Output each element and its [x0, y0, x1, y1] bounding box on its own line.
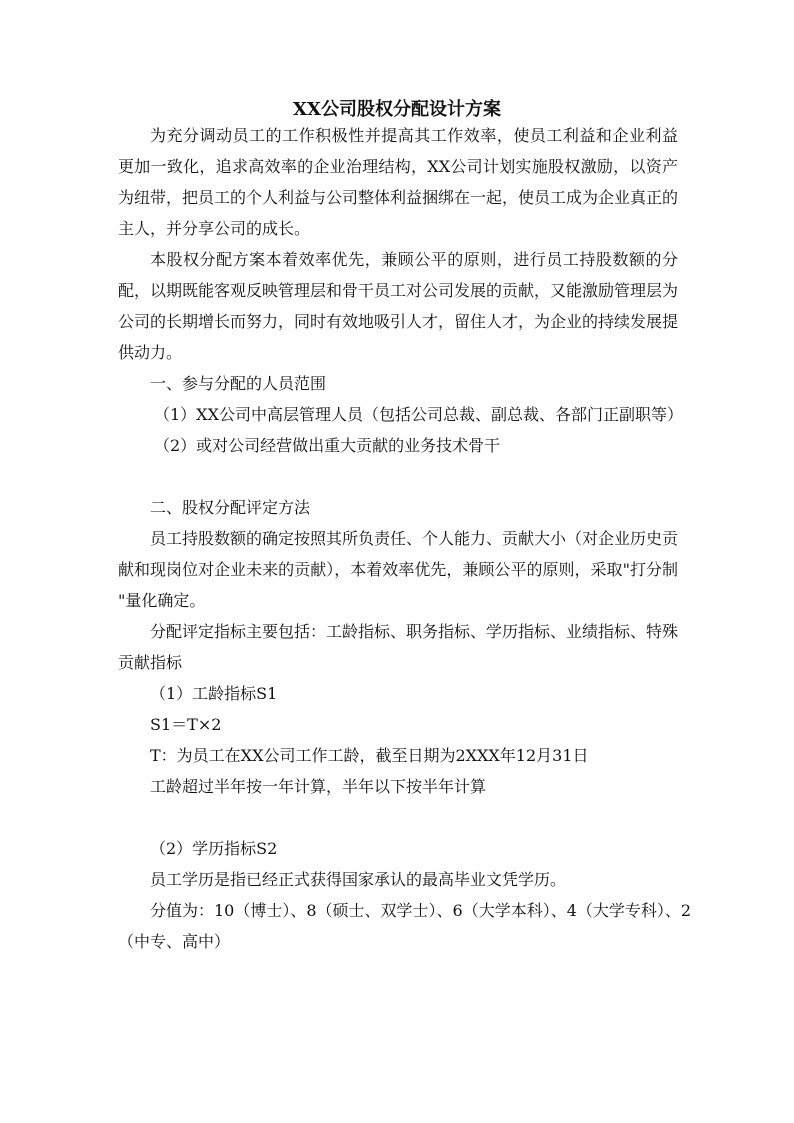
text-line: 供动力。 [118, 343, 183, 362]
document-title: XX公司股权分配设计方案 [293, 99, 501, 120]
text-line: 为充分调动员工的工作积极性并提高其工作效率，使员工利益和企业利益 [150, 126, 678, 145]
list-item: （1）XX公司中高层管理人员（包括公司总裁、副总裁、各部门正副职等） [154, 405, 683, 424]
indicators-paragraph [118, 616, 678, 678]
list-item: （2）或对公司经营做出重大贡献的业务技术骨干 [154, 436, 501, 455]
document-body [118, 120, 692, 957]
blank-line [118, 802, 678, 833]
intro-paragraph [118, 120, 678, 244]
text-line: 配，以期既能客观反映管理层和骨干员工对公司发展的贡献，又能激励管理层为 [118, 281, 679, 300]
text-line: （中专、高中） [118, 932, 231, 951]
s1-rule: 工龄超过半年按一年计算，半年以下按半年计算 [150, 777, 487, 796]
s2-values [118, 895, 692, 957]
section-2-heading: 二、股权分配评定方法 [150, 498, 311, 517]
section-1-heading: 一、参与分配的人员范围 [150, 374, 327, 393]
text-line: 主人，并分享公司的成长。 [118, 219, 311, 238]
s2-definition: 员工学历是指已经正式获得国家承认的最高毕业文凭学历。 [150, 870, 567, 889]
principle-paragraph [118, 244, 678, 368]
text-line: 为纽带，把员工的个人利益与公司整体利益捆绑在一起，使员工成为企业真正的 [118, 188, 679, 207]
s2-heading: （2）学历指标S2 [150, 839, 278, 858]
text-line: 更加一致化，追求高效率的企业治理结构，XX公司计划实施股权激励，以资产 [118, 157, 678, 176]
s1-definition: T：为员工在XX公司工作工龄，截至日期为2XXX年12月31日 [150, 746, 589, 765]
text-line: 分配评定指标主要包括：工龄指标、职务指标、学历指标、业绩指标、特殊 [150, 622, 679, 641]
s1-heading: （1）工龄指标S1 [150, 684, 278, 703]
method-paragraph [118, 523, 678, 616]
text-line: "量化确定。 [118, 591, 206, 610]
text-line: 本股权分配方案本着效率优先，兼顾公平的原则，进行员工持股数额的分 [150, 250, 678, 269]
text-line: 分值为：10（博士）、8（硕士、双学士）、6（大学本科）、4（大学专科）、2 [150, 901, 692, 920]
text-line: 贡献指标 [118, 653, 183, 672]
text-line: 员工持股数额的确定按照其所负责任、个人能力、贡献大小（对企业历史贡 [150, 529, 679, 548]
blank-line [118, 461, 678, 492]
s1-formula: S1＝T×2 [150, 715, 222, 734]
text-line: 公司的长期增长而努力，同时有效地吸引人才，留住人才，为企业的持续发展提 [118, 312, 679, 331]
text-line: 献和现岗位对企业未来的贡献），本着效率优先，兼顾公平的原则，采取"打分制 [118, 560, 678, 579]
